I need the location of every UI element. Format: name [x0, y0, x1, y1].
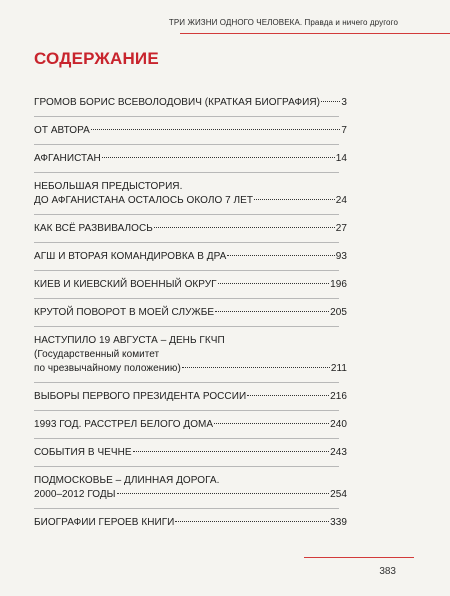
toc-entry-page: 339 [330, 517, 347, 528]
page-number: 383 [379, 566, 396, 577]
entry-divider [34, 214, 339, 215]
dot-leader [254, 199, 335, 200]
toc-entry-page: 211 [330, 363, 347, 374]
toc-entry-page: 3 [341, 97, 347, 108]
toc-entry-page: 240 [330, 419, 347, 430]
toc-entry-title: АФГАНИСТАН [34, 153, 101, 164]
toc-entry-page: 14 [335, 153, 347, 164]
toc-entry-page: 196 [330, 279, 347, 290]
dot-leader [214, 423, 329, 424]
table-of-contents [34, 96, 347, 530]
dot-leader [117, 493, 330, 494]
toc-entry[interactable] [34, 96, 347, 110]
toc-entry-page: 27 [335, 223, 347, 234]
toc-entry-title: АГШ И ВТОРАЯ КОМАНДИРОВКА В ДРА [34, 251, 227, 262]
dot-leader [227, 255, 334, 256]
dot-leader [175, 521, 329, 522]
toc-entry[interactable] [34, 516, 347, 530]
dot-leader [102, 157, 335, 158]
toc-entry-title: ПОДМОСКОВЬЕ – ДЛИННАЯ ДОРОГА. [34, 475, 220, 486]
toc-entry[interactable] [34, 418, 347, 432]
toc-entry-page: 243 [330, 447, 347, 458]
page-title: СОДЕРЖАНИЕ [34, 49, 159, 68]
toc-entry-page: 7 [341, 125, 347, 136]
toc-entry-title: КИЕВ И КИЕВСКИЙ ВОЕННЫЙ ОКРУГ [34, 279, 217, 290]
dot-leader [321, 101, 340, 102]
entry-divider [34, 508, 339, 509]
dot-leader [218, 283, 330, 284]
toc-entry[interactable] [34, 124, 347, 138]
toc-entry-page: 205 [330, 307, 347, 318]
dot-leader [133, 451, 330, 452]
entry-divider [34, 116, 339, 117]
dot-leader [91, 129, 340, 130]
entry-divider [34, 144, 339, 145]
toc-entry-title-cont: по чрезвычайному положению) [34, 363, 181, 374]
toc-entry-page: 93 [335, 251, 347, 262]
entry-divider [34, 382, 339, 383]
toc-entry-title: КАК ВСЁ РАЗВИВАЛОСЬ [34, 223, 153, 234]
toc-entry-title-cont: ДО АФГАНИСТАНА ОСТАЛОСЬ ОКОЛО 7 ЛЕТ [34, 195, 254, 206]
toc-entry-title: БИОГРАФИИ ГЕРОЕВ КНИГИ [34, 517, 175, 528]
toc-entry[interactable] [34, 306, 347, 320]
toc-entry-title: НАСТУПИЛО 19 АВГУСТА – ДЕНЬ ГКЧП [34, 335, 225, 346]
toc-entry[interactable] [34, 334, 347, 376]
toc-entry-title-cont: 2000–2012 ГОДЫ [34, 489, 116, 500]
toc-entry-title: ГРОМОВ БОРИС ВСЕВОЛОДОВИЧ (КРАТКАЯ БИОГРАФИЯ) [34, 97, 321, 108]
toc-entry-page: 216 [330, 391, 347, 402]
header-rule [180, 33, 450, 34]
toc-entry[interactable] [34, 250, 347, 264]
toc-entry-title: ВЫБОРЫ ПЕРВОГО ПРЕЗИДЕНТА РОССИИ [34, 391, 247, 402]
toc-entry[interactable] [34, 180, 347, 208]
entry-divider [34, 298, 339, 299]
dot-leader [215, 311, 329, 312]
entry-divider [34, 410, 339, 411]
toc-entry[interactable] [34, 152, 347, 166]
entry-divider [34, 242, 339, 243]
toc-entry[interactable] [34, 474, 347, 502]
entry-divider [34, 326, 339, 327]
toc-entry-page: 254 [330, 489, 347, 500]
entry-divider [34, 172, 339, 173]
dot-leader [154, 227, 335, 228]
toc-entry-title: КРУТОЙ ПОВОРОТ В МОЕЙ СЛУЖБЕ [34, 307, 215, 318]
dot-leader [182, 367, 330, 368]
toc-entry-title: НЕБОЛЬШАЯ ПРЕДЫСТОРИЯ. [34, 181, 183, 192]
toc-entry[interactable] [34, 278, 347, 292]
toc-entry-title: СОБЫТИЯ В ЧЕЧНЕ [34, 447, 132, 458]
toc-entry-title-cont: (Государственный комитет [34, 349, 160, 360]
toc-entry-title: ОТ АВТОРА [34, 125, 90, 136]
dot-leader [247, 395, 329, 396]
footer-rule [304, 557, 414, 558]
toc-entry[interactable] [34, 390, 347, 404]
toc-entry-title: 1993 ГОД. РАССТРЕЛ БЕЛОГО ДОМА [34, 419, 214, 430]
entry-divider [34, 438, 339, 439]
entry-divider [34, 466, 339, 467]
toc-entry[interactable] [34, 446, 347, 460]
toc-entry[interactable] [34, 222, 347, 236]
toc-entry-page: 24 [335, 195, 347, 206]
running-header: ТРИ ЖИЗНИ ОДНОГО ЧЕЛОВЕКА. Правда и ничего другого [168, 18, 398, 27]
entry-divider [34, 270, 339, 271]
